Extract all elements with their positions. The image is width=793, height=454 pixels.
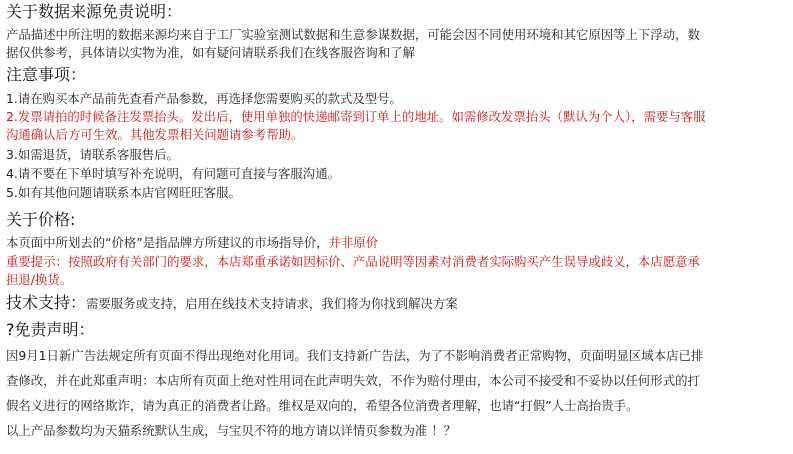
notice-item-2: 2.发票请拍的时候备注发票抬头。发出后，使用单独的快递邮寄到订单上的地址。如需修改发票抬头（默认为个人），需要与客服: [6, 109, 706, 124]
price-line-1-red: 并非原价: [328, 235, 379, 250]
tech-support-title: 技术支持：: [6, 293, 87, 312]
data-source-title: 关于数据来源免责说明：: [6, 2, 183, 21]
disclaimer-line-2: 查修改，并在此郑重声明：本店所有页面上绝对性用词在此声明失效，不作为赔付理由，本公司不接受和不妥协以任何形式的打: [6, 373, 700, 388]
price-notice-line-1: 重要提示：按照政府有关部门的要求，本店郑重承诺如因标价、产品说明等因素对消费者实际购买产生误导或歧义，本店愿意承: [6, 254, 700, 269]
notice-item-3: 3.如需退货，请联系客服售后。: [6, 147, 179, 162]
price-notice-line-2: 担退/换货。: [6, 272, 73, 287]
price-line-1: [6, 234, 789, 252]
disclaimer-line-3: 假名义进行的网络欺诈，请为真正的消费者让路。维权是双向的，希望各位消费者理解，也请“打假”人士高抬贵手。: [6, 398, 639, 413]
notice-item-4: 4.请不要在下单时填写补充说明，有问题可直接与客服沟通。: [6, 166, 340, 181]
tech-support-line: [6, 293, 789, 313]
data-source-line-2: 据仅供参考，具体请以实物为准，如有疑问请联系我们在线客服咨询和了解: [6, 45, 415, 60]
notice-item-5: 5.如有其他问题请联系本店官网旺旺客服。: [6, 185, 241, 200]
data-source-line-1: 产品描述中所注明的数据来源均来自于工厂实验室测试数据和生意参谋数据，可能会因不同使用环境和其它原因等上下浮动，数: [6, 27, 700, 42]
disclaimer-line-4: 以上产品参数均为天猫系统默认生成，与宝贝不符的地方请以详情页参数为准 ！？: [6, 423, 457, 438]
price-line-1-main: 本页面中所划去的“价格”是指品牌方所建议的市场指导价，: [6, 235, 329, 250]
notice-item-2-cont: 沟通确认后方可生效。其他发票相关问题请参考帮助。: [6, 127, 304, 142]
notice-title: 注意事项：: [6, 65, 87, 84]
price-title: 关于价格:: [6, 210, 76, 229]
tech-support-text: 需要服务或支持，启用在线技术支持请求，我们将为你找到解决方案: [86, 296, 458, 311]
notice-item-1: 1.请在购买本产品前先查看产品参数，再选择您需要购买的款式及型号。: [6, 91, 402, 106]
disclaimer-line-1: 因9月1日新广告法规定所有页面不得出现绝对化用词。我们支持新广告法，为了不影响消费者正常购物，页面明显区域本店已排: [6, 348, 704, 363]
disclaimer-title: ?免责声明：: [6, 320, 95, 339]
